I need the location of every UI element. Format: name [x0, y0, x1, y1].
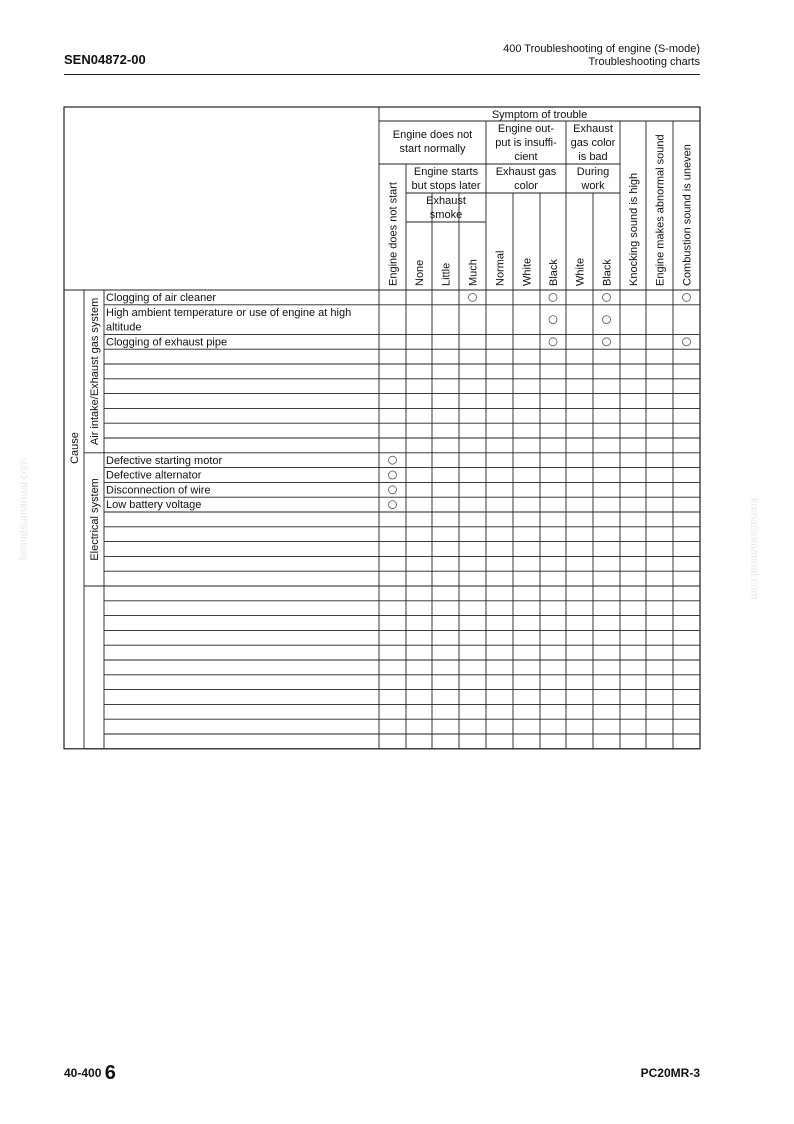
column-header: Black	[601, 259, 614, 286]
system-label: Air intake/Exhaust gas system	[89, 297, 101, 446]
group-not-start: start normally	[399, 143, 466, 155]
symptom-header: Symptom of trouble	[491, 109, 588, 121]
column-header: Black	[548, 259, 560, 286]
mark-circle	[603, 316, 611, 324]
mark-circle	[389, 501, 397, 509]
column-header: Much	[467, 259, 480, 286]
document-id: SEN04872-00	[64, 52, 146, 67]
section-title: 400 Troubleshooting of engine (S-mode)	[503, 43, 700, 55]
machine-model: PC20MR-3	[640, 1066, 700, 1080]
watermark-right: komatsumanual.com	[748, 498, 760, 600]
mark-circle	[683, 338, 691, 346]
column-header: None	[414, 259, 426, 286]
page-number-prefix: 40-400	[64, 1066, 102, 1080]
mark-circle	[603, 338, 611, 346]
mark-circle	[549, 316, 557, 324]
mark-circle	[603, 293, 611, 301]
column-header: White	[521, 257, 534, 286]
watermark-left: komatsumanual.com	[18, 458, 30, 560]
group-starts-stops: Engine starts	[413, 166, 479, 178]
cause-text: Defective alternator	[106, 469, 202, 482]
column-header: Knocking sound is high	[628, 172, 640, 286]
page-number	[64, 1062, 116, 1085]
column-header: Engine makes abnormal sound	[654, 134, 667, 286]
group-during-work: work	[581, 180, 605, 192]
column-header: Engine does not start	[387, 182, 400, 286]
group-exhaust-smoke: smoke	[429, 209, 463, 221]
cause-text: Defective starting motor	[106, 454, 223, 467]
group-output: put is insuffi-	[495, 137, 557, 149]
group-exhaust-gas-color: Exhaust gas	[495, 166, 557, 178]
group-exhaust-color: Exhaust	[573, 123, 613, 135]
mark-circle	[389, 471, 397, 479]
column-header: Little	[440, 262, 453, 286]
column-header: White	[574, 257, 587, 286]
cause-text: altitude	[106, 321, 142, 334]
cause-text: Clogging of exhaust pipe	[106, 336, 228, 349]
cause-text: High ambient temperature or use of engine at high	[106, 306, 352, 319]
column-header: Combustion sound is uneven	[681, 144, 694, 286]
group-exhaust-gas-color: color	[514, 180, 538, 192]
group-during-work: During	[576, 166, 610, 178]
group-output: cient	[514, 151, 538, 163]
table-border	[64, 107, 700, 749]
mark-circle	[469, 293, 477, 301]
subsection-title: Troubleshooting charts	[588, 56, 700, 68]
column-header: Normal	[494, 250, 507, 286]
group-starts-stops: but stops later	[411, 180, 481, 192]
mark-circle	[389, 456, 397, 464]
page-number-big: 6	[104, 1062, 116, 1084]
cause-label: Cause	[69, 432, 81, 464]
system-label: Electrical system	[89, 478, 101, 561]
group-exhaust-smoke: Exhaust	[426, 195, 466, 207]
group-output: Engine out-	[497, 123, 555, 135]
group-exhaust-color: is bad	[578, 151, 608, 163]
mark-circle	[549, 293, 557, 301]
group-exhaust-color: gas color	[570, 137, 616, 149]
mark-circle	[389, 486, 397, 494]
mark-circle	[549, 338, 557, 346]
mark-circle	[683, 293, 691, 301]
cause-text: Low battery voltage	[106, 499, 202, 512]
cause-text: Disconnection of wire	[106, 484, 211, 497]
cause-text: Clogging of air cleaner	[106, 292, 217, 304]
group-not-start: Engine does not	[392, 129, 473, 141]
